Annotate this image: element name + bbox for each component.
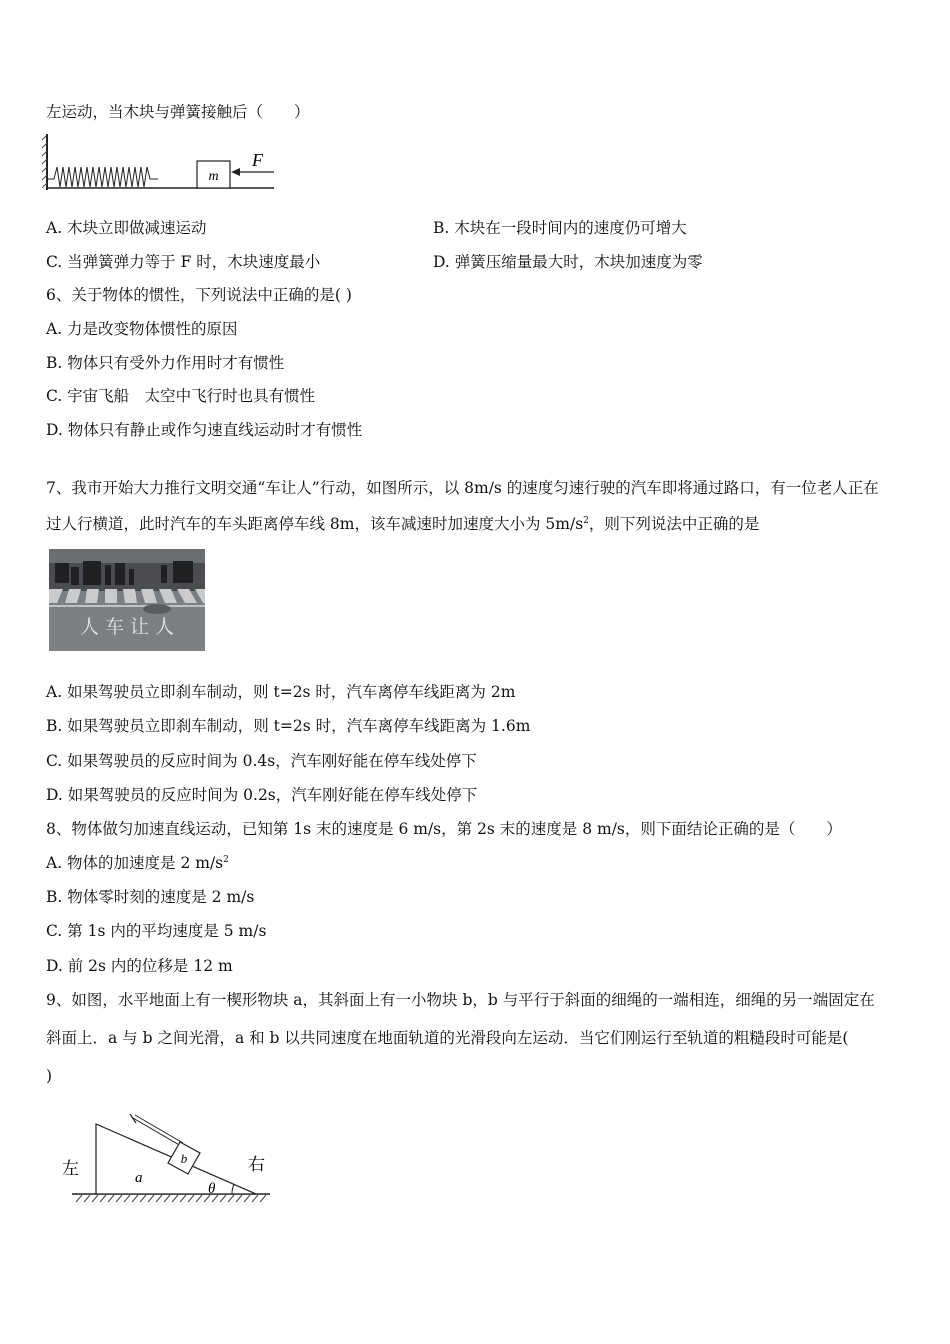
angle-label: θ	[208, 1181, 216, 1197]
right-label: 右	[248, 1155, 265, 1175]
q5-option-c[interactable]: C. 当弹簧弹力等于 F 时，木块速度最小	[46, 253, 321, 271]
q5-option-a[interactable]: A. 木块立即做减速运动	[46, 219, 207, 237]
q6-option-a[interactable]: A. 力是改变物体惯性的原因	[46, 320, 238, 338]
q6-option-b[interactable]: B. 物体只有受外力作用时才有惯性	[46, 354, 285, 372]
q6-option-c[interactable]: C. 宇宙飞船 太空中飞行时也具有惯性	[46, 387, 316, 405]
q8-stem: 8、物体做匀加速直线运动，已知第 1s 末的速度是 6 m/s，第 2s 末的速度是 8 m/s，则下面结论正确的是（ ）	[46, 820, 842, 838]
q8-option-c[interactable]: C. 第 1s 内的平均速度是 5 m/s	[46, 922, 267, 940]
crosswalk-photo	[49, 549, 205, 651]
left-label: 左	[62, 1159, 79, 1179]
wedge-a-label: a	[135, 1170, 143, 1186]
block-m-label: m	[208, 169, 219, 184]
block-b-label: b	[180, 1151, 188, 1166]
q7-option-a[interactable]: A. 如果驾驶员立即刹车制动，则 t=2s 时，汽车离停车线距离为 2m	[46, 683, 516, 701]
spring-block-figure	[42, 134, 282, 194]
wedge-figure	[56, 1106, 280, 1210]
q9-stem-line3: )	[46, 1067, 53, 1085]
q7-option-d[interactable]: D. 如果驾驶员的反应时间为 0.2s，汽车刚好能在停车线处停下	[46, 786, 478, 804]
q7-stem-line1: 7、我市开始大力推行文明交通“车让人”行动，如图所示，以 8m/s 的速度匀速行驶的汽车即将通过路口，有一位老人正在	[46, 479, 879, 497]
force-label: F	[252, 150, 263, 170]
q5-stem-tail: 左运动，当木块与弹簧接触后（ ）	[46, 103, 310, 121]
q8-option-b[interactable]: B. 物体零时刻的速度是 2 m/s	[46, 888, 255, 906]
spring	[47, 167, 158, 187]
q9-stem-line2: 斜面上．a 与 b 之间光滑，a 和 b 以共同速度在地面轨道的光滑段向左运动．当它们刚运行至轨道的粗糙段时可能是(	[46, 1029, 849, 1047]
crosswalk-photo-text: 人 车 让 人	[79, 616, 175, 638]
q7-option-c[interactable]: C. 如果驾驶员的反应时间为 0.4s，汽车刚好能在停车线处停下	[46, 752, 477, 770]
q7-stem-line2: 过人行横道，此时汽车的车头距离停车线 8m，该车减速时加速度大小为 $5m/s^2$，则下列说法中正确的是	[46, 515, 760, 533]
q6-option-d[interactable]: D. 物体只有静止或作匀速直线运动时才有惯性	[46, 421, 363, 439]
q8-option-d[interactable]: D. 前 2s 内的位移是 12 m	[46, 957, 233, 975]
q9-stem-line1: 9、如图，水平地面上有一楔形物块 a，其斜面上有一小物块 b，b 与平行于斜面的细绳的一端相连，细绳的另一端固定在	[46, 991, 875, 1009]
q5-option-d[interactable]: D. 弹簧压缩量最大时，木块加速度为零	[433, 253, 703, 271]
q6-stem: 6、关于物体的惯性，下列说法中正确的是( )	[46, 286, 352, 304]
q7-option-b[interactable]: B. 如果驾驶员立即刹车制动，则 t=2s 时，汽车离停车线距离为 1.6m	[46, 717, 531, 735]
q5-option-b[interactable]: B. 木块在一段时间内的速度仍可增大	[433, 219, 687, 237]
q8-option-a[interactable]: A. 物体的加速度是 2 $m/s^2$	[46, 854, 229, 872]
